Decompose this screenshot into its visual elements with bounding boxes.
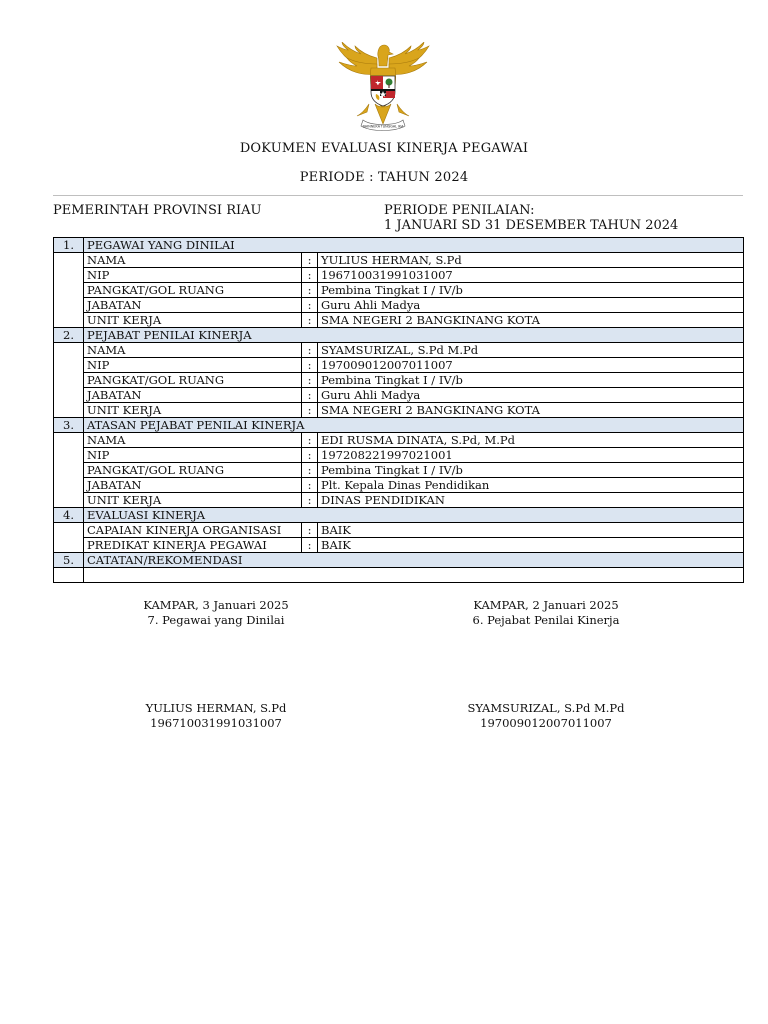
section-header-evaluation — [54, 508, 744, 523]
signature-left-name: YULIUS HERMAN, S.Pd — [145, 701, 287, 715]
section-spacer — [54, 523, 84, 553]
field-value: Guru Ahli Madya — [318, 388, 744, 403]
field-colon: : — [302, 283, 318, 298]
signature-right-nip: 197009012007011007 — [480, 716, 612, 730]
field-value: Pembina Tingkat I / IV/b — [318, 373, 744, 388]
field-label: NAMA — [84, 433, 302, 448]
field-label: JABATAN — [84, 388, 302, 403]
field-value: DINAS PENDIDIKAN — [318, 493, 744, 508]
table-row — [54, 358, 744, 373]
field-colon: : — [302, 373, 318, 388]
field-value: 197009012007011007 — [318, 358, 744, 373]
field-label: CAPAIAN KINERJA ORGANISASI — [84, 523, 302, 538]
field-value: Plt. Kepala Dinas Pendidikan — [318, 478, 744, 493]
notes-row — [54, 568, 744, 583]
garuda-emblem-icon — [331, 42, 435, 134]
section-number: 4. — [54, 508, 84, 523]
section-title: EVALUASI KINERJA — [84, 508, 744, 523]
table-row — [54, 373, 744, 388]
field-colon: : — [302, 298, 318, 313]
field-label: JABATAN — [84, 298, 302, 313]
field-value: SMA NEGERI 2 BANGKINANG KOTA — [318, 313, 744, 328]
field-colon: : — [302, 403, 318, 418]
field-colon: : — [302, 493, 318, 508]
signature-left-place-date: KAMPAR, 3 Januari 2025 — [143, 598, 289, 612]
table-row — [54, 523, 744, 538]
section-spacer — [54, 433, 84, 508]
section-header-notes — [54, 553, 744, 568]
signature-right-place-date: KAMPAR, 2 Januari 2025 — [473, 598, 619, 612]
field-colon: : — [302, 313, 318, 328]
table-row — [54, 448, 744, 463]
field-label: NIP — [84, 448, 302, 463]
assessment-period — [384, 203, 678, 233]
section-number: 3. — [54, 418, 84, 433]
field-label: NIP — [84, 268, 302, 283]
field-label: NAMA — [84, 343, 302, 358]
signature-right-role: 6. Pejabat Penilai Kinerja — [472, 613, 620, 627]
field-value: BAIK — [318, 523, 744, 538]
section-spacer — [54, 343, 84, 418]
table-row — [54, 463, 744, 478]
government-name: PEMERINTAH PROVINSI RIAU — [53, 203, 262, 218]
assessment-period-value: 1 JANUARI SD 31 DESEMBER TAHUN 2024 — [384, 218, 679, 233]
field-colon: : — [302, 253, 318, 268]
field-value: Guru Ahli Madya — [318, 298, 744, 313]
field-colon: : — [302, 388, 318, 403]
table-row — [54, 283, 744, 298]
section-number: 5. — [54, 553, 84, 568]
section-number: 2. — [54, 328, 84, 343]
field-value: 196710031991031007 — [318, 268, 744, 283]
emblem-motto: BHINNEKA TUNGGAL IKA — [362, 124, 404, 129]
field-colon: : — [302, 268, 318, 283]
section-title: CATATAN/REKOMENDASI — [84, 553, 744, 568]
header-divider — [53, 195, 743, 196]
section-spacer — [54, 568, 84, 583]
field-value: YULIUS HERMAN, S.Pd — [318, 253, 744, 268]
table-row — [54, 253, 744, 268]
table-row — [54, 268, 744, 283]
field-label: PREDIKAT KINERJA PEGAWAI — [84, 538, 302, 553]
section-title: PEGAWAI YANG DINILAI — [84, 238, 744, 253]
field-colon: : — [302, 343, 318, 358]
field-colon: : — [302, 463, 318, 478]
field-colon: : — [302, 358, 318, 373]
evaluation-table — [53, 237, 744, 583]
table-row — [54, 388, 744, 403]
table-row — [54, 403, 744, 418]
notes-content — [84, 568, 744, 583]
field-label: UNIT KERJA — [84, 313, 302, 328]
field-colon: : — [302, 478, 318, 493]
field-label: UNIT KERJA — [84, 493, 302, 508]
field-label: PANGKAT/GOL RUANG — [84, 373, 302, 388]
section-title: ATASAN PEJABAT PENILAI KINERJA — [84, 418, 744, 433]
field-colon: : — [302, 523, 318, 538]
section-number: 1. — [54, 238, 84, 253]
document-period: PERIODE : TAHUN 2024 — [299, 170, 469, 185]
field-colon: : — [302, 433, 318, 448]
section-spacer — [54, 253, 84, 328]
signature-right-name: SYAMSURIZAL, S.Pd M.Pd — [467, 701, 625, 715]
field-value: EDI RUSMA DINATA, S.Pd, M.Pd — [318, 433, 744, 448]
field-label: PANGKAT/GOL RUANG — [84, 283, 302, 298]
field-value: BAIK — [318, 538, 744, 553]
section-title: PEJABAT PENILAI KINERJA — [84, 328, 744, 343]
table-row — [54, 343, 744, 358]
table-row — [54, 538, 744, 553]
field-value: SMA NEGERI 2 BANGKINANG KOTA — [318, 403, 744, 418]
table-row — [54, 298, 744, 313]
table-row — [54, 478, 744, 493]
field-label: UNIT KERJA — [84, 403, 302, 418]
field-value: Pembina Tingkat I / IV/b — [318, 283, 744, 298]
field-value: 197208221997021001 — [318, 448, 744, 463]
section-header-assessor — [54, 328, 744, 343]
table-row — [54, 313, 744, 328]
field-value: SYAMSURIZAL, S.Pd M.Pd — [318, 343, 744, 358]
field-colon: : — [302, 538, 318, 553]
field-label: PANGKAT/GOL RUANG — [84, 463, 302, 478]
table-row — [54, 433, 744, 448]
field-label: NAMA — [84, 253, 302, 268]
section-header-supervisor — [54, 418, 744, 433]
section-header-employee — [54, 238, 744, 253]
field-colon: : — [302, 448, 318, 463]
table-row — [54, 493, 744, 508]
signature-left-nip: 196710031991031007 — [150, 716, 282, 730]
document-title: DOKUMEN EVALUASI KINERJA PEGAWAI — [239, 141, 529, 156]
field-label: NIP — [84, 358, 302, 373]
field-value: Pembina Tingkat I / IV/b — [318, 463, 744, 478]
assessment-period-label: PERIODE PENILAIAN: — [384, 203, 535, 218]
field-label: JABATAN — [84, 478, 302, 493]
signature-left-role: 7. Pegawai yang Dinilai — [147, 613, 285, 627]
